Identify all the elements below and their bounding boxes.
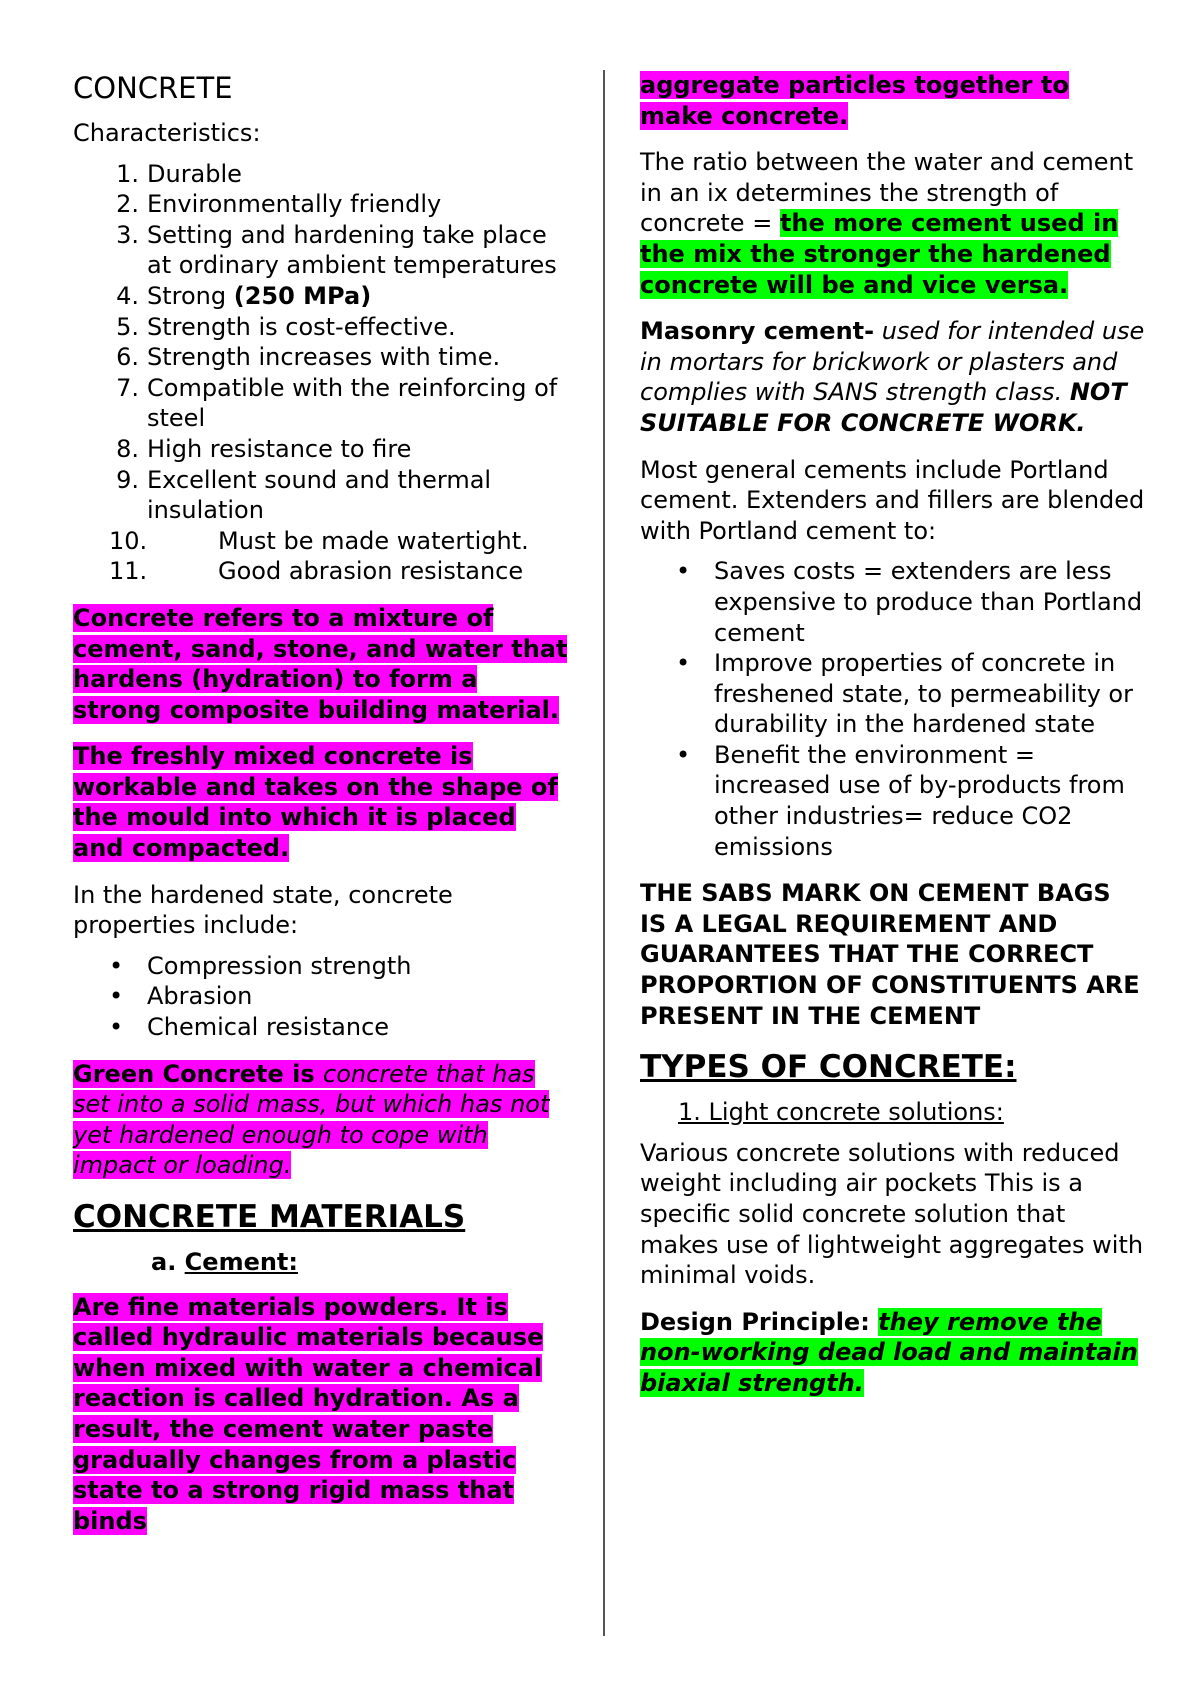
extender-benefits-list bbox=[640, 556, 1145, 862]
list-item: 9. Excellent sound and thermal insulation bbox=[116, 465, 492, 525]
masonry-cement-note: Masonry cement- used for intended use in mortars for brickwork or plasters and complies with SANS strength class. NOT SUITABLE FOR CONCRETE WORK. bbox=[640, 317, 1145, 437]
fresh-concrete-note: The freshly mixed concrete is workable and takes on the shape of the mould into which it is placed and compacted. bbox=[73, 742, 558, 863]
concrete-definition: Concrete refers to a mixture of cement, sand, stone, and water that hardens (hydration) to form a strong composite building material. bbox=[73, 603, 568, 724]
general-cements-intro: Most general cements include Portland cement. Extenders and fillers are blended with Portland cement to: bbox=[640, 455, 1145, 545]
column-divider bbox=[603, 70, 605, 1636]
design-principle: Design Principle: they remove the non-working dead load and maintain biaxial strength. bbox=[640, 1307, 1138, 1397]
list-item: 11. Good abrasion resistance bbox=[109, 557, 524, 586]
list-item: 1. Durable bbox=[116, 159, 242, 188]
left-column bbox=[73, 70, 573, 1552]
list-item: • Abrasion bbox=[109, 982, 253, 1011]
hardened-properties-list bbox=[73, 951, 573, 1043]
light-concrete-description: Various concrete solutions with reduced weight including air pockets This is a specific solid concrete solution that makes use of lightweight aggregates with minimal voids. bbox=[640, 1138, 1144, 1290]
right-column bbox=[640, 70, 1145, 1415]
green-concrete-definition: Green Concrete is concrete that has set into a solid mass, but which has not yet hardened enough to cope with impact or loading. bbox=[73, 1059, 550, 1180]
concrete-materials-heading: CONCRETE MATERIALS bbox=[73, 1199, 466, 1235]
list-item: • Benefit the environment = increased use of by-products from other industries= reduce CO2 emissions bbox=[676, 740, 1125, 861]
light-concrete-subheading: 1. Light concrete solutions: bbox=[678, 1098, 1004, 1127]
cement-description: Are fine materials powders. It is called hydraulic materials because when mixed with water a chemical reaction is called hydration. As a result, the cement water paste gradually changes from a plastic state to a strong rigid mass that binds bbox=[73, 1292, 544, 1535]
characteristics-label: Characteristics: bbox=[73, 119, 261, 147]
list-item: 7. Compatible with the reinforcing of steel bbox=[116, 373, 558, 433]
list-item: • Saves costs = extenders are less expensive to produce than Portland cement bbox=[676, 557, 1143, 647]
list-item: 8. High resistance to fire bbox=[116, 434, 412, 463]
page-title: CONCRETE bbox=[73, 71, 233, 105]
water-cement-ratio: The ratio between the water and cement in an ix determines the strength of concrete = the more cement used in the mix the stronger the hardened concrete will be and vice versa. bbox=[640, 148, 1134, 299]
cement-description-continued: aggregate particles together to make concrete. bbox=[640, 71, 1069, 130]
characteristics-list bbox=[73, 159, 573, 587]
list-item: 4. Strong (250 MPa) bbox=[116, 281, 372, 310]
list-item: 3. Setting and hardening take place at ordinary ambient temperatures bbox=[116, 220, 557, 280]
list-item: • Chemical resistance bbox=[109, 1013, 390, 1042]
list-item: 10. Must be made watertight. bbox=[109, 526, 529, 555]
types-of-concrete-heading: TYPES OF CONCRETE: bbox=[640, 1049, 1017, 1086]
cement-subheading: a. Cement: bbox=[151, 1248, 299, 1276]
hardened-intro: In the hardened state, concrete properties include: bbox=[73, 880, 453, 940]
list-item: 2. Environmentally friendly bbox=[116, 190, 442, 219]
list-item: 6. Strength increases with time. bbox=[116, 343, 501, 372]
list-item: • Compression strength bbox=[109, 951, 412, 980]
sabs-mark-note: THE SABS MARK ON CEMENT BAGS IS A LEGAL REQUIREMENT AND GUARANTEES THAT THE CORRECT PROPORTION OF CONSTITUENTS ARE PRESENT IN THE CEMENT bbox=[640, 879, 1140, 1030]
list-item: • Improve properties of concrete in freshened state, to permeability or durability in the hardened state bbox=[676, 649, 1133, 739]
list-item: 5. Strength is cost-effective. bbox=[116, 312, 456, 341]
